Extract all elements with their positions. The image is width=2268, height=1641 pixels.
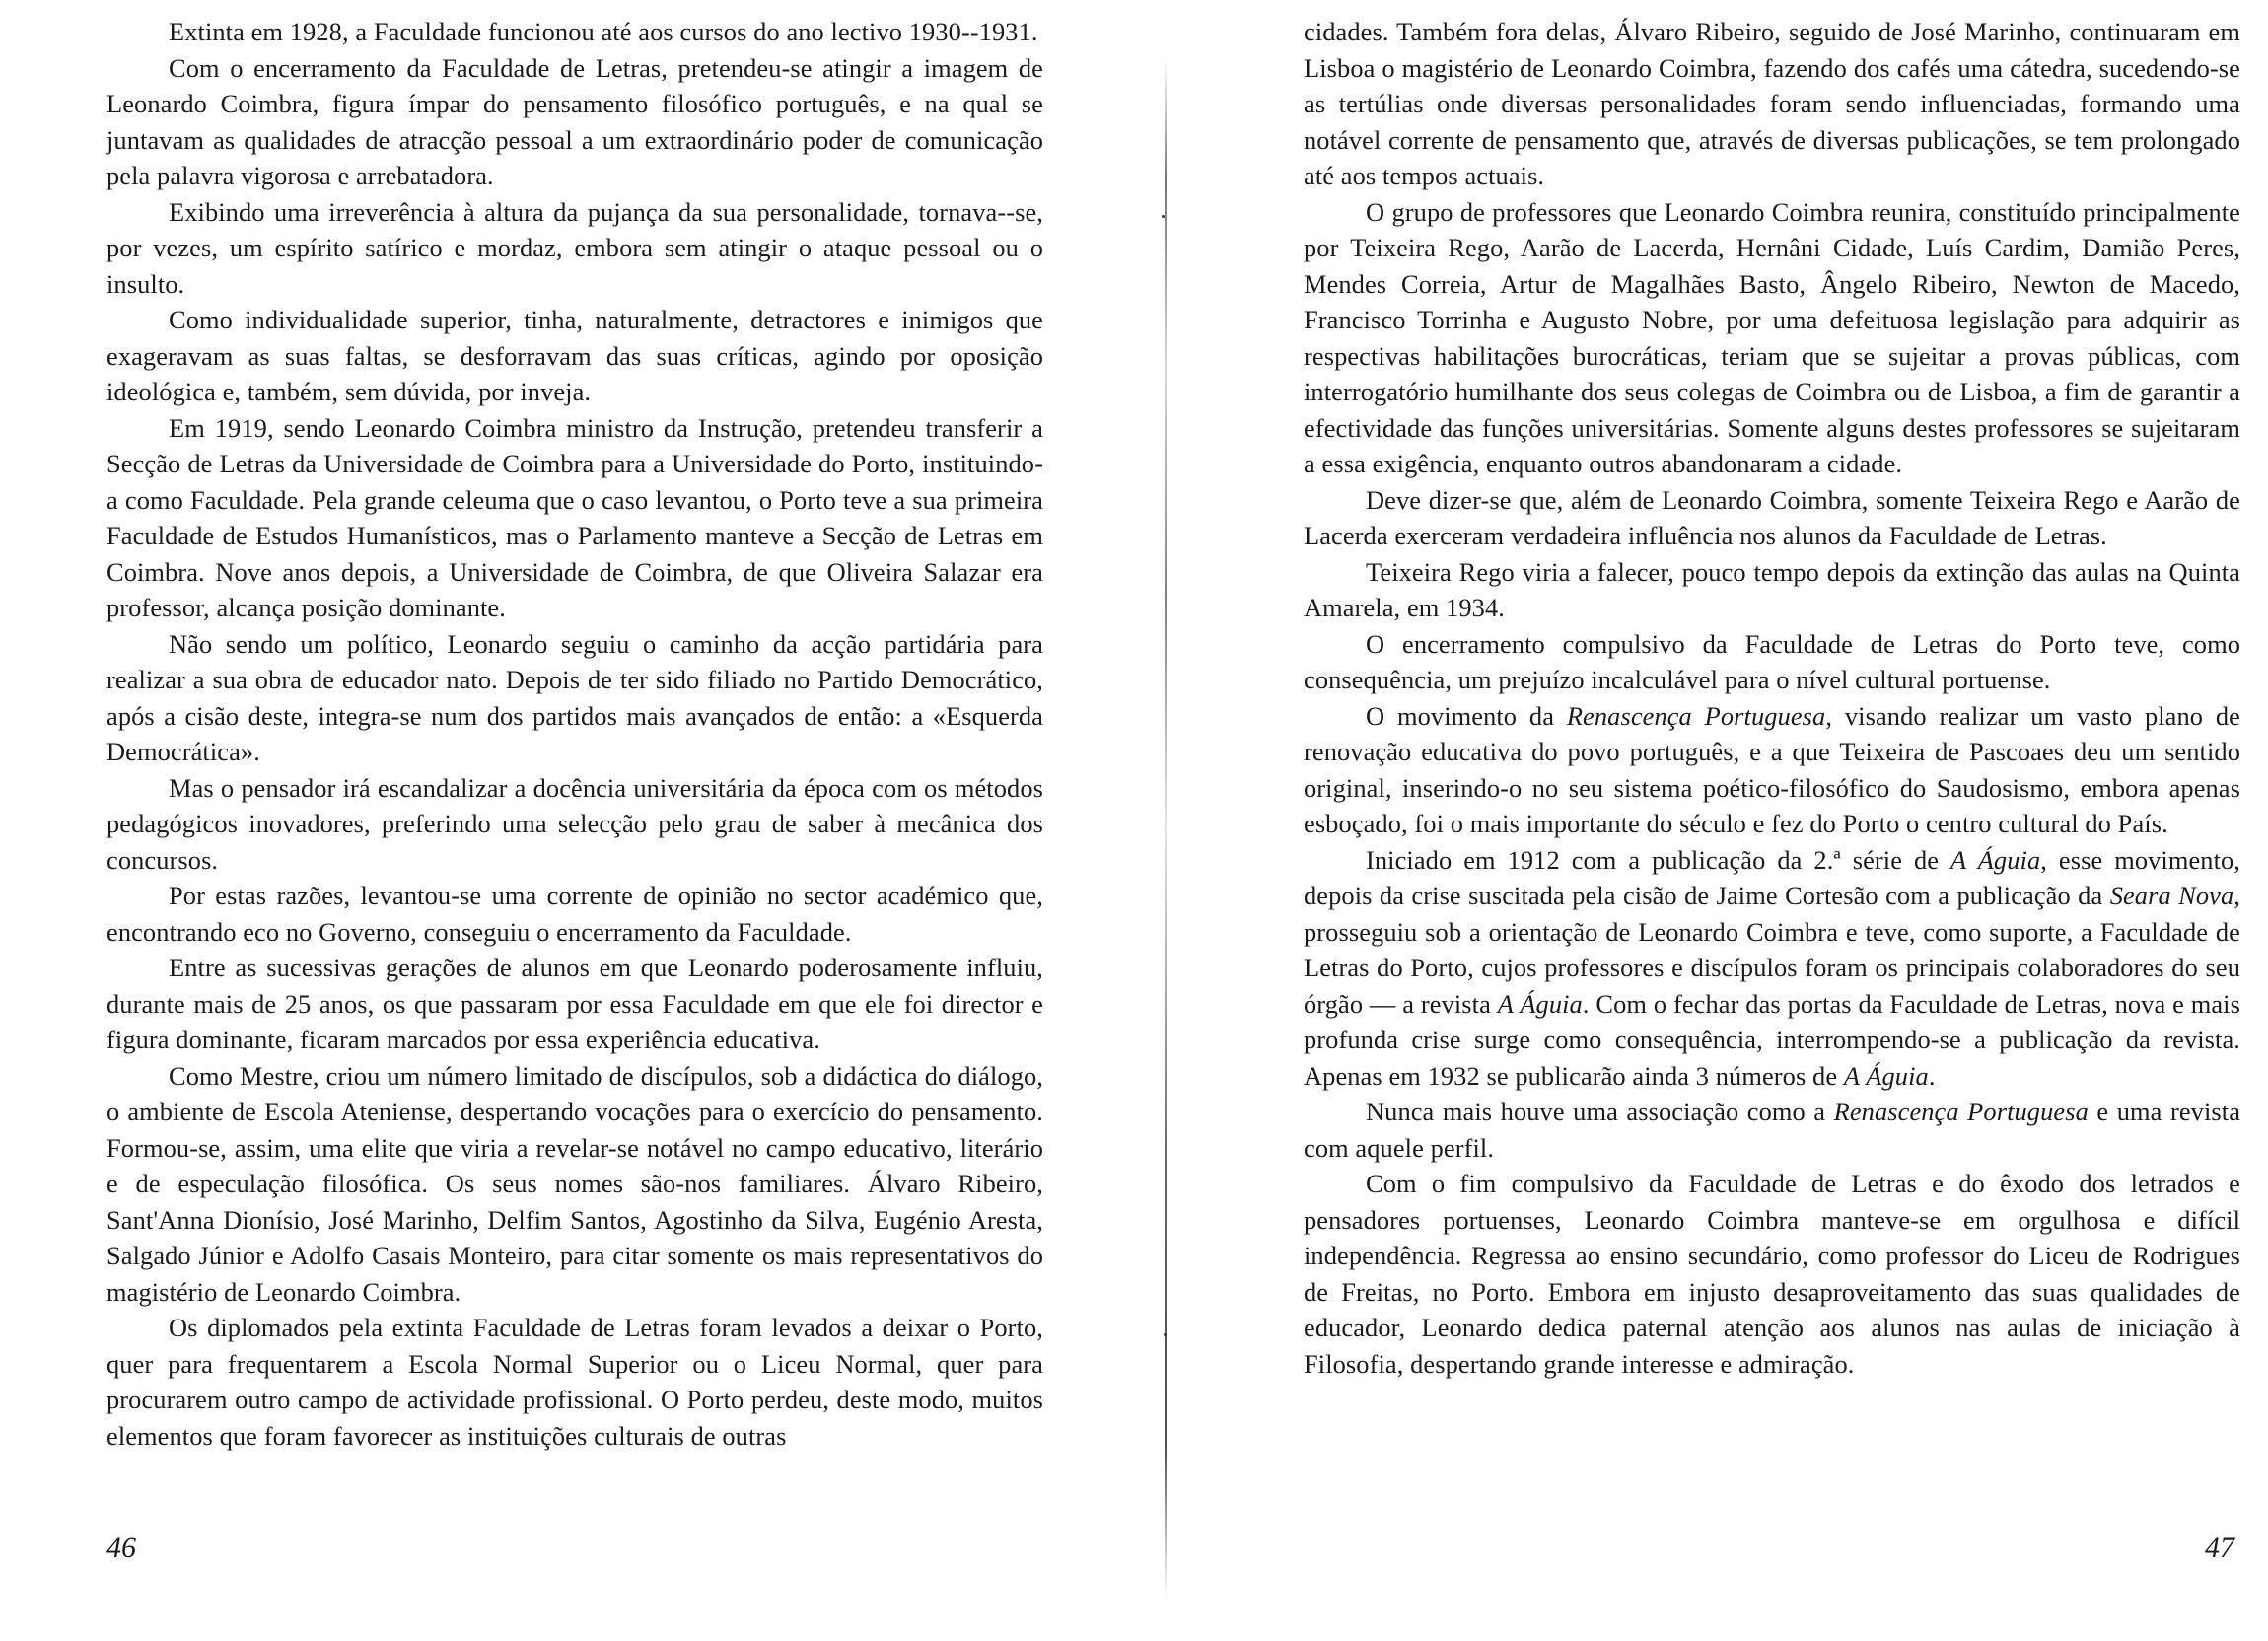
text-run: Teixeira Rego viria a falecer, pouco tempo depois da extinção das aulas na Quinta Amarela, em 1934. — [1304, 556, 2240, 622]
paragraph: Como Mestre, criou um número limitado de discípulos, sob a didáctica do diálogo, o ambiente de Escola Ateniense, despertando vocações para o exercício do pensamento. Formou-se, assim, uma elite que viria a revelar-se notável no campo educativo, literário e de especulação filosófica. Os seus nomes são-nos familiares. Álvaro Ribeiro, Sant'Anna Dionísio, José Marinho, Delfim Santos, Agostinho da Silva, Eugénio Aresta, Salgado Júnior e Adolfo Casais Monteiro, para citar somente os mais representativos do magistério de Leonardo Coimbra. — [106, 1060, 1043, 1307]
italic-title: Renascença Portuguesa — [1566, 700, 1826, 731]
italic-title: Renascença Portuguesa — [1833, 1097, 2089, 1126]
italic-title: A Águia — [1497, 988, 1583, 1019]
italic-title: Seara Nova — [2109, 881, 2234, 910]
right-page-body — [1304, 14, 2240, 1382]
paragraph: Por estas razões, levantou-se uma corrente de opinião no sector académico que, encontrando eco no Governo, conseguiu o encerramento da Faculdade. — [106, 881, 1043, 947]
text-run: O encerramento compulsivo da Faculdade de Letras do Porto teve, como consequência, um prejuízo incalculável para o nível cultural portuense. — [1304, 628, 2240, 694]
paragraph: Entre as sucessivas gerações de alunos em que Leonardo poderosamente influiu, durante mais de 25 anos, os que passaram por essa Faculdade em que ele foi director e figura dominante, ficaram marcados por essa experiência educativa. — [106, 953, 1043, 1054]
text-run: Nunca mais houve uma associação como a — [1366, 1097, 1834, 1126]
paragraph — [1304, 194, 2240, 482]
paragraph: Com o encerramento da Faculdade de Letras, pretendeu-se atingir a imagem de Leonardo Coimbra, figura ímpar do pensamento filosófico português, e na qual se juntavam as qualidades de atracção pessoal a um extraordinário poder de comunicação pela palavra vigorosa e arrebatadora. — [106, 52, 1043, 190]
text-run: Iniciado em 1912 com a publicação da 2.ª série de — [1366, 844, 1951, 875]
paragraph — [1304, 626, 2240, 698]
paragraph: Extinta em 1928, a Faculdade funcionou até aos cursos do ano lectivo 1930--1931. — [169, 17, 1038, 46]
italic-title: A Águia — [1843, 1060, 1929, 1091]
paragraph: Não sendo um político, Leonardo seguiu o caminho da acção partidária para realizar a sua obra de educador nato. Depois de ter sido filiado no Partido Democrático, após a cisão deste, integra-se num dos partidos mais avançados de então: a «Esquerda Democrática». — [106, 628, 1043, 766]
paragraph: Em 1919, sendo Leonardo Coimbra ministro da Instrução, pretendeu transferir a Secção de Letras da Universidade de Coimbra para a Universidade do Porto, instituindo-a como Faculdade. Pela grande celeuma que o caso levantou, o Porto teve a sua primeira Faculdade de Estudos Humanísticos, mas o Parlamento manteve a Secção de Letras em Coimbra. Nove anos depois, a Universidade de Coimbra, de que Oliveira Salazar era professor, alcança posição dominante. — [106, 412, 1043, 622]
text-run: , esse movimento, depois da crise suscitada pela cisão de Jaime Cortesão com a publicação da — [1304, 844, 2241, 910]
paragraph: Mas o pensador irá escandalizar a docência universitária da época com os métodos pedagógicos inovadores, preferindo uma selecção pelo grau de saber à mecânica dos concursos. — [106, 772, 1043, 875]
italic-title: A Águia — [1950, 844, 2041, 875]
paragraph — [1304, 1166, 2240, 1382]
text-run: . Com o fechar das portas da Faculdade de Letras, nova e mais profunda crise surge como consequência, interrompendo-se a publicação da revista. Apenas em 1932 se publicarão ainda 3 números de — [1304, 988, 2240, 1091]
paragraph — [1304, 698, 2240, 842]
paragraph — [1304, 1094, 2240, 1166]
text-run: , visando realizar um vasto plano de renovação educativa do povo português, e a que Teixeira de Pascoaes deu um sentido original, inserindo-o no seu sistema poético-filosófico do Saudosismo, embora apenas esboçado, foi o mais importante do século e fez do Porto o centro cultural do País. — [1304, 700, 2240, 838]
paragraph — [1304, 482, 2240, 554]
left-page-body — [106, 14, 1043, 1454]
page-number-left: 46 — [106, 1532, 136, 1564]
text-run: , prosseguiu sob a orientação de Leonardo Coimbra e teve, como suporte, a Faculdade de Letras do Porto, cujos professores e discípulos foram os principais colaboradores do seu órgão — a revista — [1304, 881, 2240, 1019]
page-number-right: 47 — [2205, 1532, 2234, 1564]
paragraph: Os diplomados pela extinta Faculdade de Letras foram levados a deixar o Porto, quer para frequentarem a Escola Normal Superior ou o Liceu Normal, quer para procurarem outro campo de actividade profissional. O Porto perdeu, deste modo, muitos elementos que foram favorecer as instituições culturais de outras — [106, 1313, 1043, 1451]
paragraph — [1304, 14, 2240, 194]
paragraph: Como individualidade superior, tinha, naturalmente, detractores e inimigos que exageravam as suas faltas, se desforravam das suas críticas, agindo por oposição ideológica e, também, sem dúvida, por inveja. — [106, 305, 1043, 406]
text-run: cidades. Também fora delas, Álvaro Ribeiro, seguido de José Marinho, continuaram em Lisboa o magistério de Leonardo Coimbra, fazendo dos cafés uma cátedra, sucedendo-se as tertúlias onde diversas personalidades foram sendo influenciadas, formando uma notável corrente de pensamento que, através de diversas publicações, se tem prolongado até aos tempos actuais. — [1304, 17, 2240, 190]
text-run: O grupo de professores que Leonardo Coimbra reunira, constituído principalmente por Teixeira Rego, Aarão de Lacerda, Hernâni Cidade, Luís Cardim, Damião Peres, Mendes Correia, Artur de Magalhães Basto, Ângelo Ribeiro, Newton de Macedo, Francisco Torrinha e Augusto Nobre, por uma defeituosa legislação para adquirir as respectivas habilitações burocráticas, teriam que se sujeitar a provas públicas, com interrogatório humilhante dos seus colegas de Coimbra ou de Lisboa, a fim de garantir a efectividade das funções universitárias. Somente alguns destes professores se sujeitaram a essa exigência, enquanto outros abandonaram a cidade. — [1304, 196, 2240, 478]
text-run: e uma revista com aquele perfil. — [1304, 1097, 2241, 1163]
paragraph: Exibindo uma irreverência à altura da pujança da sua personalidade, tornava--se, por vezes, um espírito satírico e mordaz, embora sem atingir o ataque pessoal ou o insulto. — [106, 196, 1043, 299]
paragraph — [1304, 842, 2240, 1095]
text-run: O movimento da — [1366, 700, 1567, 731]
right-page — [1164, 0, 2268, 1641]
text-run: Com o fim compulsivo da Faculdade de Letras e do êxodo dos letrados e pensadores portuenses, Leonardo Coimbra manteve-se em orgulhosa e difícil independência. Regressa ao ensino secundário, como professor do Liceu de Rodrigues de Freitas, no Porto. Embora em injusto desaproveitamento das suas qualidades de educador, Leonardo dedica paternal atenção aos alunos nas aulas de iniciação à Filosofia, despertando grande interesse e admiração. — [1304, 1169, 2240, 1379]
paragraph — [1304, 554, 2240, 626]
text-run: . — [1928, 1060, 1936, 1091]
text-run: Deve dizer-se que, além de Leonardo Coimbra, somente Teixeira Rego e Aarão de Lacerda exerceram verdadeira influência nos alunos da Faculdade de Letras. — [1304, 484, 2240, 550]
